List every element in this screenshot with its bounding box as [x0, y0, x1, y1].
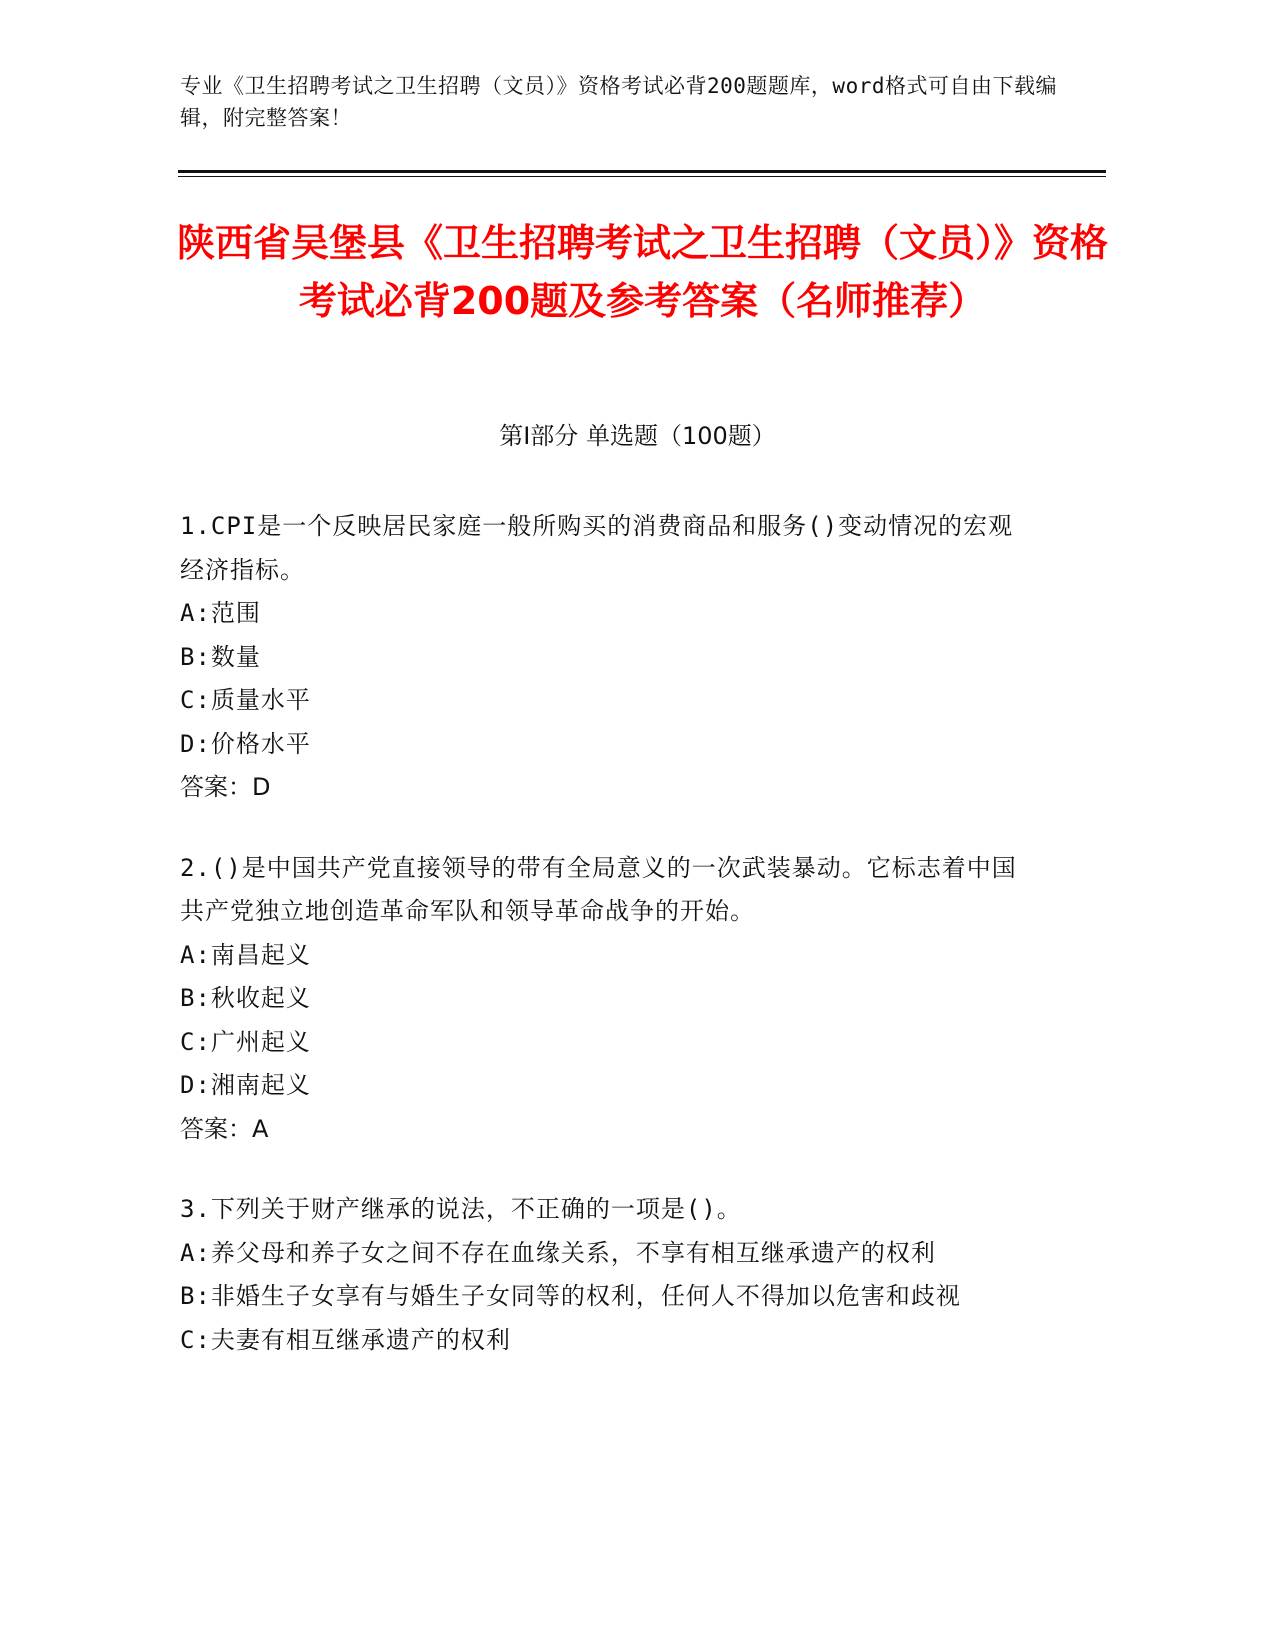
option-letter: B: [180, 984, 211, 1012]
option-d [180, 723, 1035, 767]
option-text: 质量水平 [210, 686, 311, 714]
option-letter: C: [180, 686, 211, 714]
option-text: 数量 [210, 642, 261, 671]
option-text: 湘南起义 [210, 1071, 311, 1099]
option-letter: B: [180, 1282, 211, 1310]
question-3 [180, 1188, 1035, 1362]
option-d [180, 1064, 1035, 1108]
option-b [180, 977, 1035, 1021]
option-a [180, 1232, 1035, 1276]
option-text: 广州起义 [210, 1027, 311, 1056]
option-letter: A: [180, 940, 211, 969]
option-b [180, 636, 1035, 680]
option-letter: A: [180, 599, 211, 627]
header-divider-thin [178, 176, 1106, 177]
option-text: 夫妻有相互继承遗产的权利 [210, 1325, 511, 1354]
header-note: 专业《卫生招聘考试之卫生招聘（文员）》资格考试必背200题题库，word格式可自由下载编辑，附完整答案！ [180, 74, 1057, 130]
question-list [180, 505, 1035, 1399]
option-text: 秋收起义 [210, 984, 311, 1012]
option-a [180, 592, 1035, 636]
option-text: 范围 [210, 599, 261, 627]
option-letter: C: [180, 1325, 211, 1354]
question-stem: 1.CPI是一个反映居民家庭一般所购买的消费商品和服务()变动情况的宏观经济指标。 [180, 512, 1014, 584]
answer-line: 答案：D [180, 773, 271, 801]
header-divider-thick [178, 170, 1106, 173]
question-stem: 2.()是中国共产党直接领导的带有全局意义的一次武装暴动。它标志着中国共产党独立地创造革命军队和领导革命战争的开始。 [180, 853, 1017, 925]
document-title: 陕西省吴堡县《卫生招聘考试之卫生招聘（文员）》资格考试必背200题及参考答案（名师推荐） [176, 221, 1108, 323]
option-c [180, 1319, 1035, 1363]
option-a [180, 934, 1035, 978]
option-b [180, 1275, 1035, 1319]
section-title: 第Ⅰ部分 单选题（100题） [499, 422, 776, 450]
question-1 [180, 505, 1035, 810]
question-stem: 3.下列关于财产继承的说法，不正确的一项是()。 [180, 1195, 742, 1223]
option-text: 南昌起义 [210, 940, 311, 969]
option-c [180, 679, 1035, 723]
option-c [180, 1021, 1035, 1065]
option-letter: D: [180, 1071, 211, 1099]
option-letter: C: [180, 1027, 211, 1056]
option-letter: B: [180, 642, 211, 671]
answer-line: 答案：A [180, 1114, 269, 1143]
option-letter: D: [180, 729, 211, 758]
option-letter: A: [180, 1238, 211, 1267]
option-text: 非婚生子女享有与婚生子女同等的权利，任何人不得加以危害和歧视 [210, 1282, 961, 1310]
option-text: 价格水平 [210, 729, 311, 758]
question-2 [180, 847, 1035, 1152]
option-text: 养父母和养子女之间不存在血缘关系，不享有相互继承遗产的权利 [210, 1238, 936, 1267]
